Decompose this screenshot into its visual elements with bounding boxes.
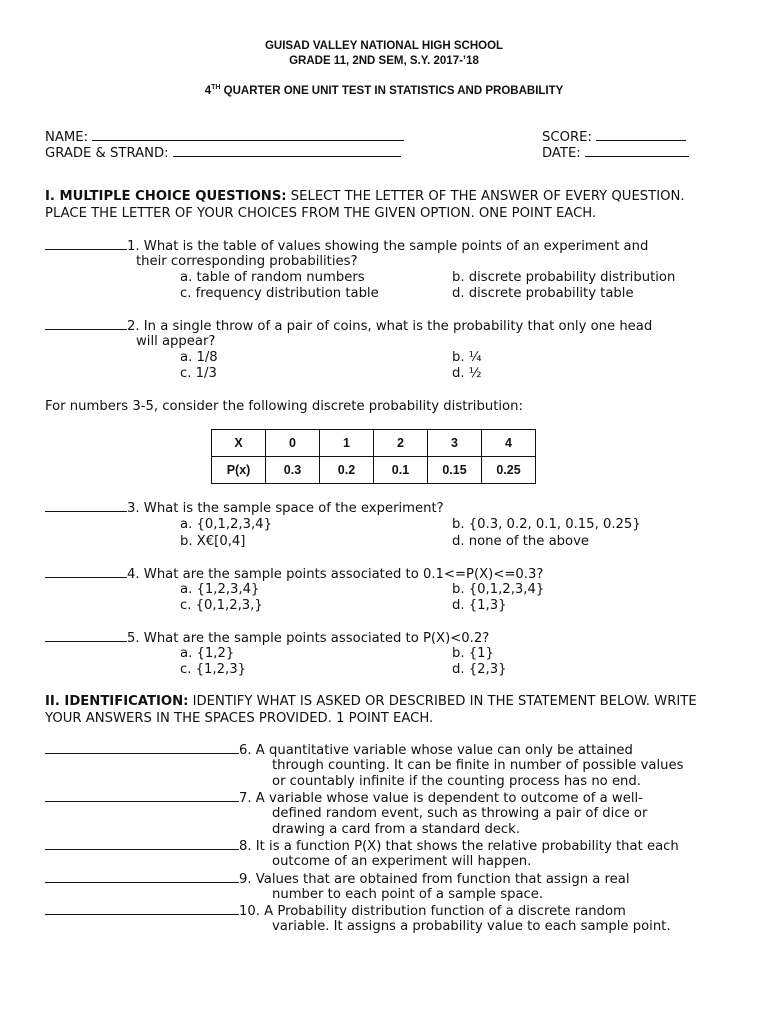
q3-option-d: d. none of the above bbox=[452, 534, 590, 549]
table-cell: 4 bbox=[482, 430, 536, 457]
q2-option-c: c. 1/3 bbox=[180, 366, 217, 381]
question-8-line1: 8. It is a function P(X) that shows the relative probability that each bbox=[239, 839, 679, 854]
question-3 bbox=[45, 500, 444, 516]
quarter-superscript: TH bbox=[211, 84, 221, 91]
question-1-text: 1. What is the table of values showing the sample points of an experiment and bbox=[127, 239, 649, 254]
question-7-line1: 7. A variable whose value is dependent to outcome of a well- bbox=[239, 791, 643, 806]
q2-option-b: b. ¼ bbox=[452, 350, 482, 365]
q2-option-d: d. ½ bbox=[452, 366, 482, 381]
question-2 bbox=[45, 318, 652, 334]
question-5 bbox=[45, 630, 489, 646]
q3-option-a: a. {0,1,2,3,4} bbox=[180, 517, 272, 532]
question-7-line3: drawing a card from a standard deck. bbox=[272, 822, 521, 837]
question-1-text-cont: their corresponding probabilities? bbox=[136, 254, 358, 269]
date-blank[interactable] bbox=[585, 145, 689, 157]
part1-heading: I. MULTIPLE CHOICE QUESTIONS: bbox=[45, 189, 287, 204]
question-1 bbox=[45, 238, 648, 254]
answer-blank-9[interactable] bbox=[45, 871, 239, 883]
grade-strand-field bbox=[45, 145, 401, 161]
question-9-line2: number to each point of a sample space. bbox=[272, 887, 544, 902]
question-2-text: 2. In a single throw of a pair of coins, what is the probability that only one head bbox=[127, 319, 653, 334]
q3-option-c: b. X€[0,4] bbox=[180, 534, 246, 549]
table-cell: 2 bbox=[374, 430, 428, 457]
question-9 bbox=[45, 871, 630, 887]
part2-heading: II. IDENTIFICATION: bbox=[45, 694, 189, 709]
part2-instr1: IDENTIFY WHAT IS ASKED OR DESCRIBED IN THE STATEMENT BELOW. WRITE bbox=[188, 694, 697, 709]
table-cell: P(x) bbox=[212, 457, 266, 484]
date-field bbox=[542, 145, 689, 161]
answer-blank-7[interactable] bbox=[45, 790, 239, 802]
table-cell: 0.15 bbox=[428, 457, 482, 484]
answer-blank-2[interactable] bbox=[45, 318, 127, 330]
grade-strand-blank[interactable] bbox=[173, 145, 401, 157]
question-5-text: 5. What are the sample points associated to P(X)<0.2? bbox=[127, 631, 490, 646]
part1-instr1: SELECT THE LETTER OF THE ANSWER OF EVERY QUESTION. bbox=[286, 189, 685, 204]
test-title bbox=[0, 84, 768, 97]
quarter-number: 4 bbox=[204, 84, 212, 97]
q5-option-d: d. {2,3} bbox=[452, 662, 507, 677]
score-field bbox=[542, 129, 686, 145]
date-label: DATE: bbox=[542, 146, 581, 161]
answer-blank-6[interactable] bbox=[45, 742, 239, 754]
name-blank[interactable] bbox=[92, 129, 404, 141]
question-6 bbox=[45, 742, 633, 758]
q5-option-a: a. {1,2} bbox=[180, 646, 235, 661]
question-7-line2: defined random event, such as throwing a pair of dice or bbox=[272, 806, 648, 821]
question-4 bbox=[45, 566, 543, 582]
probability-distribution-table bbox=[211, 429, 536, 484]
score-blank[interactable] bbox=[596, 129, 686, 141]
part1-instructions-line1 bbox=[45, 189, 685, 204]
question-9-line1: 9. Values that are obtained from function that assign a real bbox=[239, 872, 630, 887]
table-row-px bbox=[212, 457, 536, 484]
table-cell: 3 bbox=[428, 430, 482, 457]
question-6-line2: through counting. It can be finite in number of possible values bbox=[272, 758, 684, 773]
answer-blank-8[interactable] bbox=[45, 838, 239, 850]
answer-blank-10[interactable] bbox=[45, 903, 239, 915]
question-6-line3: or countably infinite if the counting process has no end. bbox=[272, 774, 641, 789]
test-title-text: QUARTER ONE UNIT TEST IN STATISTICS AND PROBABILITY bbox=[220, 84, 564, 97]
part2-instr2: YOUR ANSWERS IN THE SPACES PROVIDED. 1 POINT EACH. bbox=[45, 711, 434, 726]
distribution-intro: For numbers 3-5, consider the following discrete probability distribution: bbox=[45, 399, 523, 414]
part1-instr2: PLACE THE LETTER OF YOUR CHOICES FROM THE GIVEN OPTION. ONE POINT EACH. bbox=[45, 206, 597, 221]
question-7 bbox=[45, 790, 643, 806]
question-2-text-cont: will appear? bbox=[136, 334, 216, 349]
question-6-line1: 6. A quantitative variable whose value can only be attained bbox=[239, 743, 633, 758]
table-cell: 0 bbox=[266, 430, 320, 457]
table-cell: X bbox=[212, 430, 266, 457]
q5-option-c: c. {1,2,3} bbox=[180, 662, 246, 677]
answer-blank-1[interactable] bbox=[45, 238, 127, 250]
table-cell: 0.3 bbox=[266, 457, 320, 484]
q1-option-b: b. discrete probability distribution bbox=[452, 270, 676, 285]
school-name: GUISAD VALLEY NATIONAL HIGH SCHOOL bbox=[264, 40, 504, 52]
q4-option-a: a. {1,2,3,4} bbox=[180, 582, 260, 597]
grade-semester: GRADE 11, 2ND SEM, S.Y. 2017-’18 bbox=[289, 55, 479, 67]
question-8-line2: outcome of an experiment will happen. bbox=[272, 854, 532, 869]
question-4-text: 4. What are the sample points associated to 0.1<=P(X)<=0.3? bbox=[127, 567, 544, 582]
question-8 bbox=[45, 838, 679, 854]
table-cell: 0.25 bbox=[482, 457, 536, 484]
q1-option-c: c. frequency distribution table bbox=[180, 286, 379, 301]
question-10-line2: variable. It assigns a probability value to each sample point. bbox=[272, 919, 671, 934]
question-3-text: 3. What is the sample space of the experiment? bbox=[127, 501, 444, 516]
score-label: SCORE: bbox=[542, 130, 592, 145]
name-field bbox=[45, 129, 404, 145]
grade-strand-label: GRADE & STRAND: bbox=[45, 146, 169, 161]
q1-option-d: d. discrete probability table bbox=[452, 286, 634, 301]
answer-blank-4[interactable] bbox=[45, 566, 127, 578]
table-row-x bbox=[212, 430, 536, 457]
q4-option-d: d. {1,3} bbox=[452, 598, 507, 613]
q4-option-c: c. {0,1,2,3,} bbox=[180, 598, 263, 613]
q4-option-b: b. {0,1,2,3,4} bbox=[452, 582, 545, 597]
question-10 bbox=[45, 903, 626, 919]
q1-option-a: a. table of random numbers bbox=[180, 270, 365, 285]
answer-blank-5[interactable] bbox=[45, 630, 127, 642]
part2-instructions-line1 bbox=[45, 694, 697, 709]
table-cell: 0.1 bbox=[374, 457, 428, 484]
table-cell: 0.2 bbox=[320, 457, 374, 484]
table-cell: 1 bbox=[320, 430, 374, 457]
name-label: NAME: bbox=[45, 130, 89, 145]
q3-option-b: b. {0.3, 0.2, 0.1, 0.15, 0.25} bbox=[452, 517, 641, 532]
question-10-line1: 10. A Probability distribution function of a discrete random bbox=[239, 904, 626, 919]
q5-option-b: b. {1} bbox=[452, 646, 494, 661]
answer-blank-3[interactable] bbox=[45, 500, 127, 512]
q2-option-a: a. 1/8 bbox=[180, 350, 218, 365]
